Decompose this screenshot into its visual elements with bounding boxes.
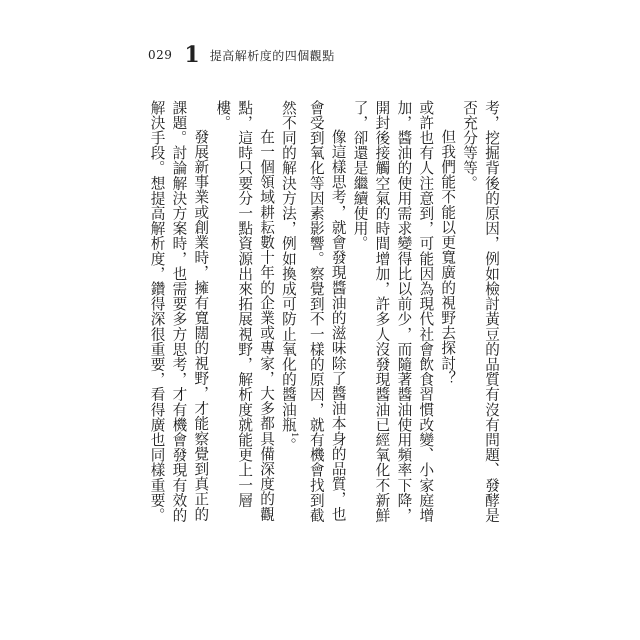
footnote-marker: 1 (289, 432, 299, 438)
chapter-title: 提高解析度的四個觀點 (209, 48, 335, 63)
paragraph-continued: 考，挖掘背後的原因，例如檢討黃豆的品質有沒有問題、發酵是否充分等等。 (461, 100, 500, 523)
chapter-number: 1 (184, 42, 200, 68)
paragraph: 發展新事業或創業時，擁有寬闊的視野，才能察覺到真正的課題。討論解決方案時，也需要多方思考，才有機會發現有效的解決手段。想提高解析度，鑽得深很重要，看得廣也同樣重要。 (148, 100, 210, 523)
paragraph-text: 像這樣思考，就會發現醬油的滋味除了醬油本身的品質，也會受到氧化等因素影響。察覺到不一樣的原因，就有機會找到截然不同的解決方法，例如換成可防止氧化的醬油瓶 (279, 100, 347, 523)
paragraph: 但我們能不能以更寬廣的視野去探討？ (439, 129, 457, 386)
vertical-text-body (146, 100, 502, 530)
paragraph-text-end: 。 (279, 437, 297, 453)
paragraph (277, 100, 349, 530)
page-number: 029 (148, 48, 173, 62)
paragraph: 或許也有人注意到，可能因為現代社會飲食習慣改變、小家庭增加，醬油的使用需求變得比以前少，而隨著醬油使用頻率下降，開封後接觸空氣的時間增加，許多人沒發現醬油已經氧化不新鮮了，卻還是繼續使用。 (351, 100, 435, 523)
paragraph: 在一個領域耕耘數十年的企業或專家，大多都具備深度的觀點，這時只要分一點資源出來拓展視野，解析度就能更上一層樓。 (214, 100, 276, 522)
running-header (148, 44, 335, 66)
